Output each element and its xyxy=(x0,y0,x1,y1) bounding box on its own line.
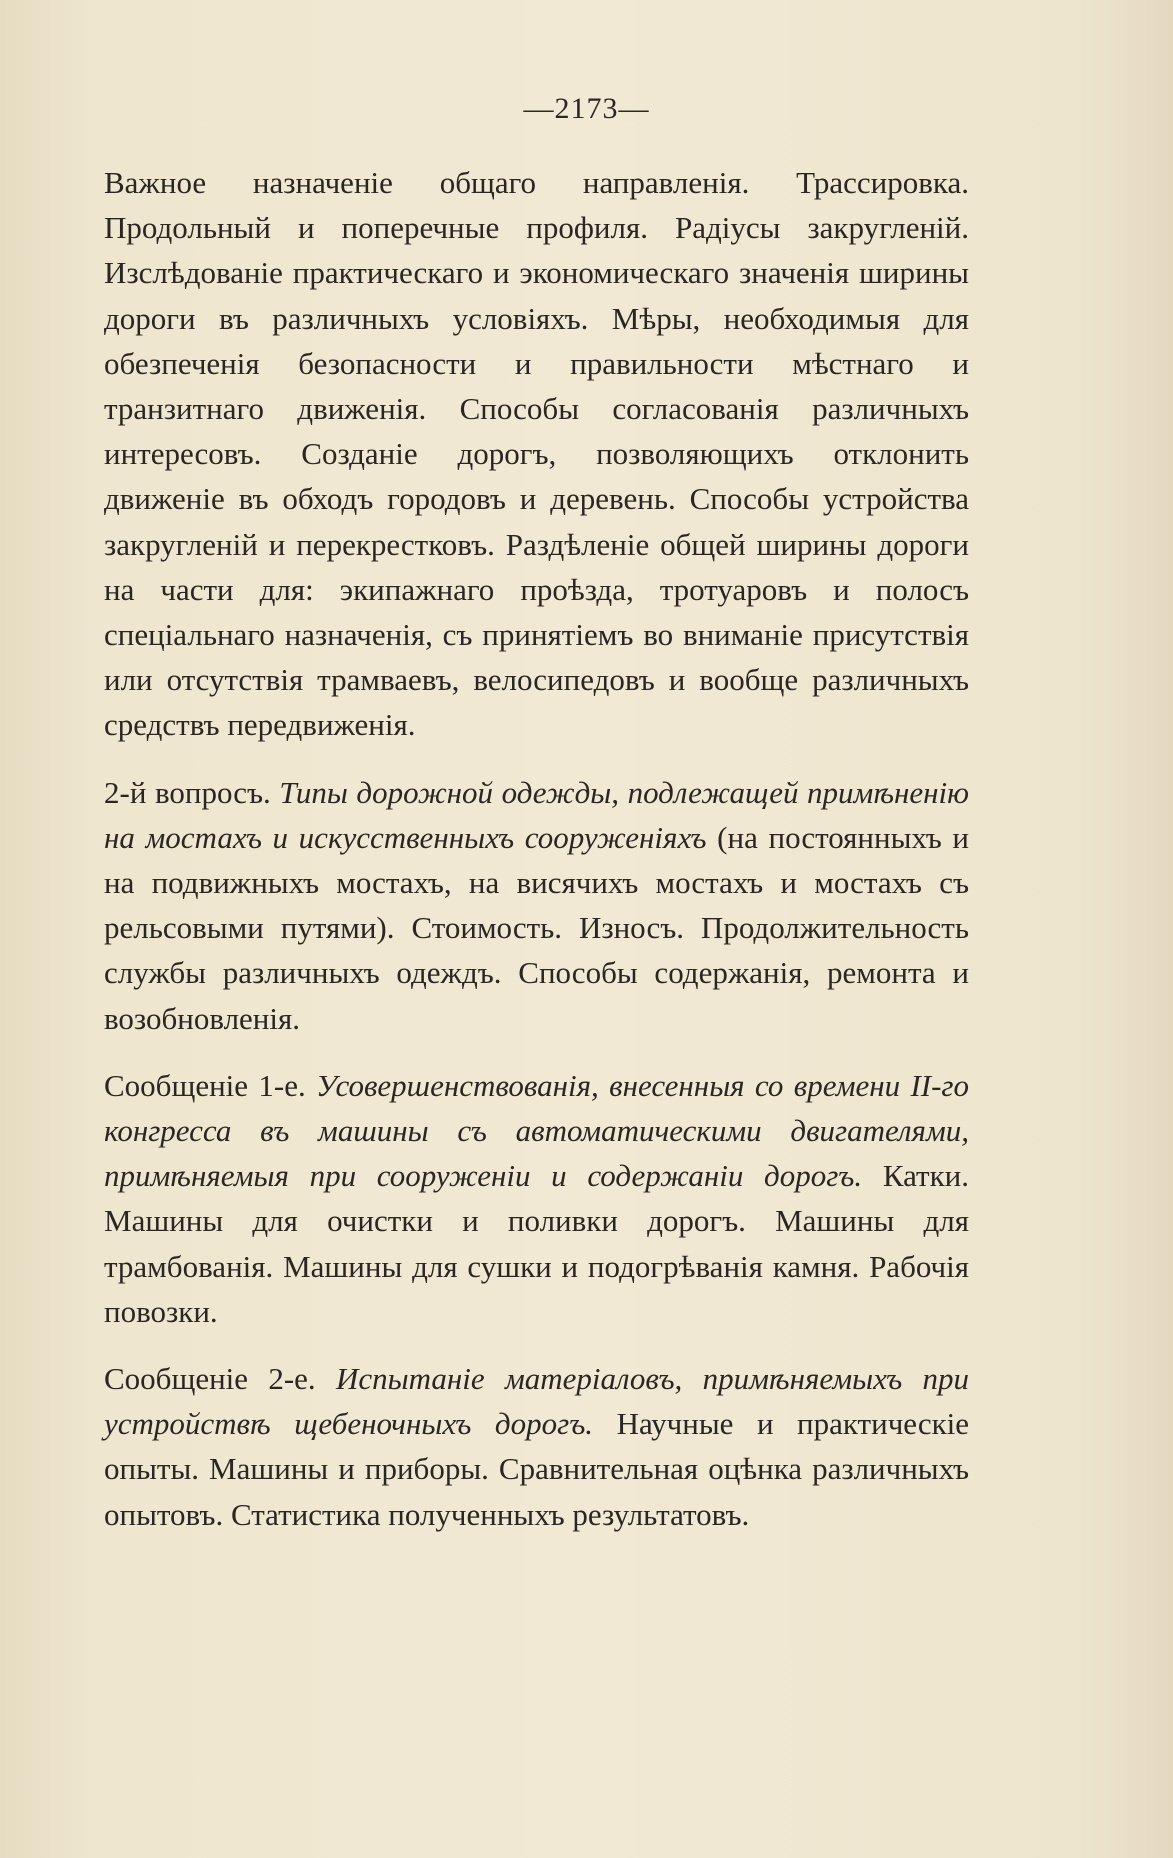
paragraph-report-2 xyxy=(104,1356,969,1537)
paragraph-text: Важное назначеніе общаго направленія. Трассировка. Продольный и поперечные профиля. Радіусы закругленій. Изслѣдованіе практическаго и экономическаго значенія ширины дороги въ различныхъ условіяхъ. Мѣры, необходимыя для обезпеченія безопасности и правильности мѣстнаго и транзитнаго движенія. Способы согласованія различныхъ интересовъ. Созданіе дорогъ, позволяющихъ отклонить движеніе въ обходъ городовъ и деревень. Способы устройства закругленій и перекрестковъ. Раздѣленіе общей ширины дороги на части для: экипажнаго проѣзда, тротуаровъ и полосъ спеціальнаго назначенія, съ принятіемъ во вниманіе присутствія или отсутствія трамваевъ, велосипедовъ и вообще различныхъ средствъ передвиженія. xyxy=(104,165,969,743)
page-number: —2173— xyxy=(523,92,650,125)
question-body: (на постоянныхъ и на подвижныхъ мостахъ, на висячихъ мостахъ и мостахъ съ рельсовыми путями). Стоимость. Износъ. Продолжительность службы различныхъ одеждъ. Способы содержанія, ремонта и возобновленія. xyxy=(104,819,969,1036)
question-label: 2-й вопросъ. xyxy=(104,774,271,810)
paragraph-report-1 xyxy=(104,1063,969,1334)
report-label: Сообщеніе 2-е. xyxy=(104,1361,316,1397)
question-title: Типы дорожной одежды, подлежащей примѣненію на мостахъ и искусственныхъ сооруженіяхъ xyxy=(104,774,969,855)
paragraph-question-2 xyxy=(104,770,969,1041)
report-label: Сообщеніе 1-е. xyxy=(104,1067,306,1103)
report-title: Усовершенствованія, внесенныя со времени II-го конгресса въ машины съ автоматическими двигателями, примѣняемыя при сооруженіи и содержаніи дорогъ. xyxy=(104,1067,970,1194)
report-body: Катки. Машины для очистки и поливки дорогъ. Машины для трамбованія. Машины для сушки и подогрѣванія камня. Рабочія повозки. xyxy=(104,1158,969,1329)
text-column xyxy=(104,160,969,1559)
report-title: Испытаніе матеріаловъ, примѣняемыхъ при устройствѣ щебеночныхъ дорогъ. xyxy=(104,1361,970,1442)
paragraph-road-planning xyxy=(104,160,969,748)
report-body: Научные и практическіе опыты. Машины и приборы. Сравнительная оцѣнка различныхъ опытовъ. Статистика полученныхъ результатовъ. xyxy=(104,1406,970,1532)
